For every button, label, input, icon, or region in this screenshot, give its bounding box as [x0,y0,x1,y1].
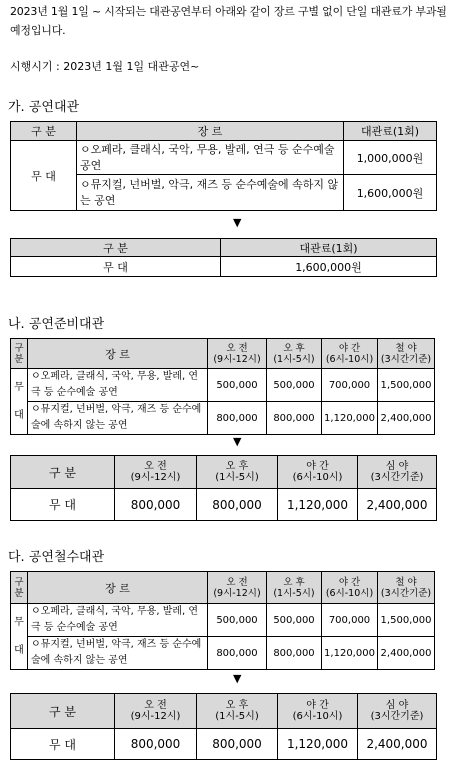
fee-cell: 1,500,000 [378,604,435,637]
fee-cell: 500,000 [267,369,322,402]
slot-name: 철 야 [395,576,417,588]
slot-name: 심 야 [385,461,409,472]
slot-time: (9시-12시) [130,711,181,722]
slot-name: 오 후 [283,342,305,354]
col-header: 대관료(1회) [221,239,437,257]
slot-time: (3시간기준) [370,472,424,483]
slot-time: (9시-12시) [130,472,181,483]
fee-cell: 2,400,000 [358,489,437,521]
fee-cell: 800,000 [267,402,322,435]
slot-name: 오 전 [144,461,167,472]
slot-name: 철 야 [395,342,417,354]
genre-cell: ㅇ뮤지컬, 넌버벌, 악극, 재즈 등 순수예술에 속하지 않는 공연 [28,637,208,670]
category-cell: 무 대 [11,489,115,521]
col-header: 구 분 [11,694,115,729]
slot-name: 오 전 [226,576,248,588]
col-header: 구 분 [11,122,77,141]
category-cell: 무 대 [11,257,221,277]
section-a-title: 가. 공연대관 [8,100,80,115]
col-header: 구분 [11,572,28,604]
slot-name: 오 후 [225,461,249,472]
col-header: 대관료(1회) [344,122,437,141]
fee-cell: 800,000 [267,637,322,670]
fee-cell: 700,000 [322,369,378,402]
category-cell: 무대 [11,369,28,435]
section-b-before-table [10,338,435,435]
fee-cell: 800,000 [208,637,267,670]
fee-cell: 1,120,000 [322,637,378,670]
fee-cell: 2,400,000 [378,637,435,670]
col-header: 장 르 [28,339,208,369]
slot-time: (1시-5시) [215,472,259,483]
slot-time: (9시-12시) [213,587,261,599]
slot-name: 야 간 [338,342,361,354]
fee-cell: 1,000,000원 [344,141,437,175]
category-cell: 무 대 [11,141,77,211]
slot-name: 심 야 [385,700,409,711]
fee-cell: 1,500,000 [378,369,435,402]
genre-cell: ㅇ오페라, 클래식, 국악, 무용, 발레, 연극 등 순수예술 공연 [28,604,208,637]
arrow-down-icon: ▼ [233,216,242,229]
genre-cell: ㅇ뮤지컬, 넌버벌, 악극, 재즈 등 순수예술에 속하지 않는 공연 [28,402,208,435]
fee-cell: 500,000 [267,604,322,637]
slot-time: (6시-10시) [325,353,374,365]
arrow-down-icon: ▼ [233,435,242,448]
fee-cell: 1,600,000원 [344,175,437,211]
slot-time: (1시-5시) [273,353,315,365]
fee-cell: 800,000 [115,729,197,760]
slot-name: 야 간 [338,576,361,588]
slot-time: (1시-5시) [215,711,259,722]
fee-cell: 800,000 [115,489,197,521]
section-a-after-table [10,238,437,277]
genre-cell: ㅇ오페라, 클래식, 국악, 무용, 발레, 연극 등 순수예술 공연 [77,141,344,175]
slot-time: (3시간기준) [380,353,432,365]
slot-time: (6시-10시) [292,711,343,722]
slot-time: (1시-5시) [273,587,315,599]
fee-cell: 1,120,000 [322,402,378,435]
slot-name: 야 간 [306,461,329,472]
fee-cell: 500,000 [208,369,267,402]
col-header: 장 르 [28,572,208,604]
schedule-text: 시행시기 : 2023년 1월 1일 대관공연~ [10,60,200,73]
fee-cell: 1,120,000 [278,729,358,760]
col-header: 장 르 [77,122,344,141]
fee-cell: 800,000 [197,729,278,760]
slot-time: (6시-10시) [292,472,343,483]
genre-cell: ㅇ오페라, 클래식, 국악, 무용, 발레, 연극 등 순수예술 공연 [28,369,208,402]
fee-cell: 1,120,000 [278,489,358,521]
slot-name: 오 전 [144,700,167,711]
slot-name: 야 간 [306,700,329,711]
fee-cell: 1,600,000원 [221,257,437,277]
arrow-down-icon: ▼ [233,672,242,685]
category-cell: 무 대 [11,729,115,760]
section-a-before-table [10,121,437,211]
category-cell: 무대 [11,604,28,670]
section-c-after-table [10,693,437,760]
section-c-title: 다. 공연철수대관 [8,550,105,565]
fee-cell: 700,000 [322,604,378,637]
fee-cell: 800,000 [208,402,267,435]
fee-cell: 800,000 [197,489,278,521]
fee-cell: 500,000 [208,604,267,637]
slot-time: (9시-12시) [213,353,261,365]
slot-time: (3시간기준) [370,711,424,722]
section-b-after-table [10,455,437,521]
slot-name: 오 전 [226,342,248,354]
col-header: 구분 [11,339,28,369]
slot-name: 오 후 [283,576,305,588]
col-header: 구 분 [11,239,221,257]
fee-cell: 2,400,000 [358,729,437,760]
slot-time: (6시-10시) [325,587,374,599]
slot-time: (3시간기준) [380,587,432,599]
section-b-title: 나. 공연준비대관 [8,317,105,332]
col-header: 구 분 [11,456,115,489]
fee-cell: 2,400,000 [378,402,435,435]
intro-paragraph: 2023년 1월 1일 ~ 시작되는 대관공연부터 아래와 같이 장르 구별 없이 단일 대관료가 부과될 예정입니다. [10,5,447,37]
slot-name: 오 후 [225,700,249,711]
genre-cell: ㅇ뮤지컬, 넌버벌, 악극, 재즈 등 순수예술에 속하지 않는 공연 [77,175,344,211]
section-c-before-table [10,571,435,670]
